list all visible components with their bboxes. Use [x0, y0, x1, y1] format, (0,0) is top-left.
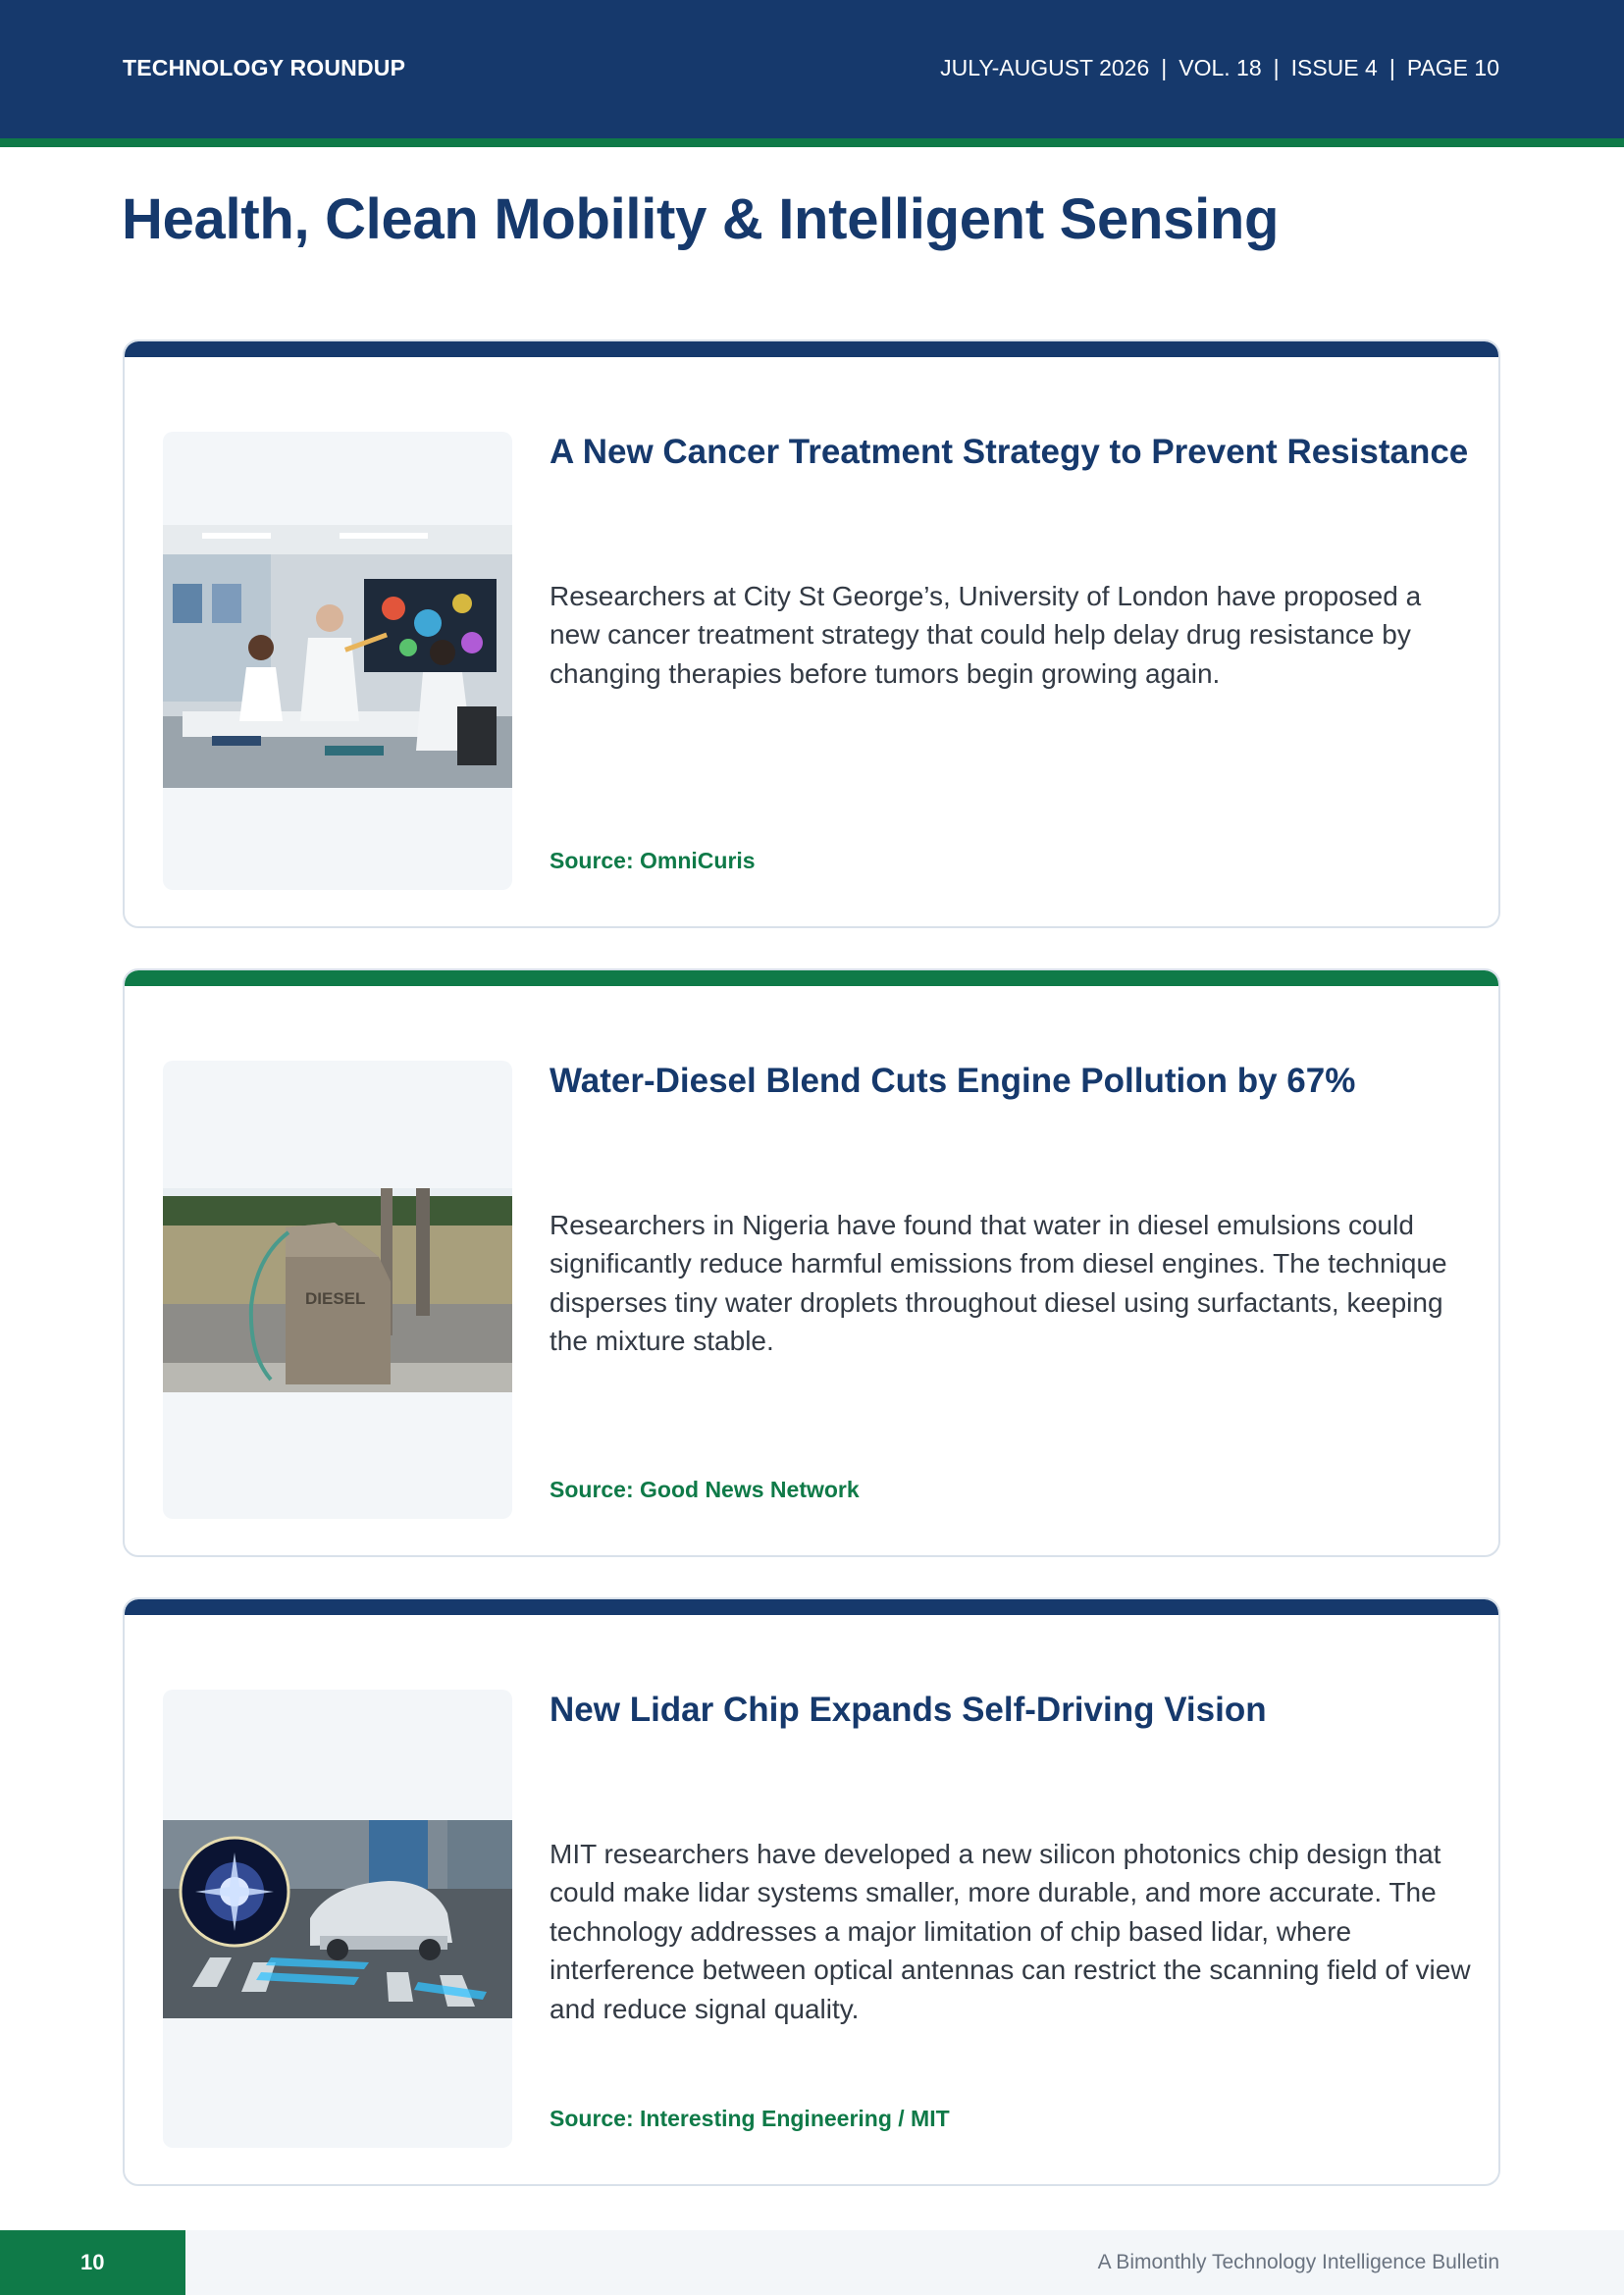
- separator: |: [1273, 55, 1280, 80]
- separator: |: [1388, 55, 1395, 80]
- separator: |: [1161, 55, 1168, 80]
- article-image-panel: [163, 1061, 512, 1519]
- article-card-cancer: [123, 339, 1500, 928]
- page-header: [0, 0, 1624, 138]
- pump-label: DIESEL: [305, 1289, 366, 1308]
- article-card-diesel: [123, 968, 1500, 1557]
- article-source: Source: Interesting Engineering / MIT: [550, 2106, 950, 2131]
- issue-date: JULY-AUGUST 2026: [940, 55, 1150, 80]
- publication-title: TECHNOLOGY ROUNDUP: [123, 55, 406, 80]
- article-title: New Lidar Chip Expands Self-Driving Vision: [550, 1691, 1267, 1729]
- article-image-panel: [163, 432, 512, 890]
- article-title: A New Cancer Treatment Strategy to Prevent Resistance: [550, 433, 1469, 471]
- issue-info: [940, 55, 1499, 81]
- page-title: Health, Clean Mobility & Intelligent Sensing: [122, 187, 1280, 251]
- page-footer: [0, 2230, 1624, 2295]
- page-number: 10: [0, 2230, 185, 2295]
- issue-number: ISSUE 4: [1290, 55, 1378, 80]
- issue-page: PAGE 10: [1406, 55, 1499, 80]
- article-body: Researchers in Nigeria have found that water in diesel emulsions could significantly reduce harmful emissions from diesel engines. The technique disperses tiny water droplets throughout diesel using surfactants, keeping the mixture stable.: [550, 1210, 1447, 1357]
- lidar-car-image: [163, 1820, 512, 2018]
- card-accent-bar: [125, 970, 1498, 986]
- article-card-lidar: [123, 1597, 1500, 2186]
- article-image-panel: [163, 1690, 512, 2148]
- card-accent-bar: [125, 1599, 1498, 1615]
- footer-tagline: A Bimonthly Technology Intelligence Bulletin: [1097, 2251, 1499, 2273]
- lab-scientists-image: [163, 525, 512, 788]
- article-source: Source: Good News Network: [550, 1477, 860, 1502]
- article-body: MIT researchers have developed a new silicon photonics chip design that could make lidar systems smaller, more durable, and more accurate. The technology addresses a major limitation of chip based lidar, where interference between optical antennas can restrict the scanning field of view and reduce signal quality.: [550, 1839, 1471, 2024]
- article-title: Water-Diesel Blend Cuts Engine Pollution by 67%: [550, 1062, 1356, 1100]
- article-body: Researchers at City St George’s, University of London have proposed a new cancer treatment strategy that could help delay drug resistance by changing therapies before tumors begin growing again.: [550, 581, 1422, 689]
- article-source: Source: OmniCuris: [550, 848, 756, 873]
- diesel-pump-image: [163, 1188, 512, 1392]
- card-accent-bar: [125, 341, 1498, 357]
- issue-volume: VOL. 18: [1179, 55, 1262, 80]
- header-accent-stripe: [0, 138, 1624, 147]
